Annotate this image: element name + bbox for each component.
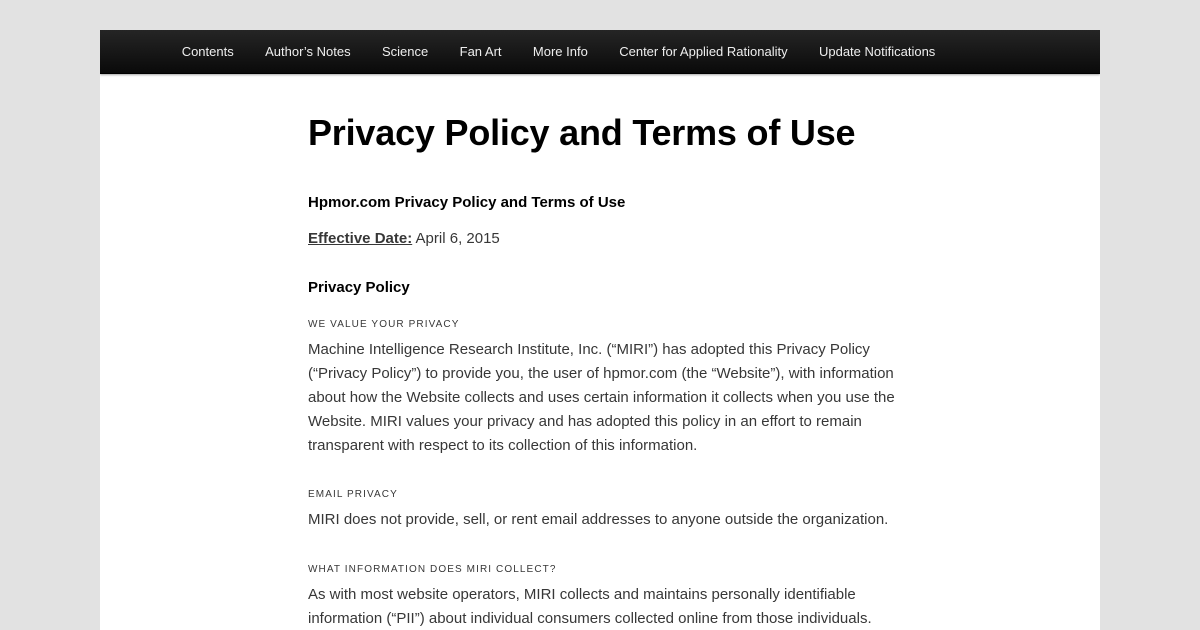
effective-date-value: April 6, 2015 <box>415 230 500 247</box>
effective-date-label: Effective Date: <box>308 230 413 247</box>
nav-link-authors-notes[interactable]: Author’s Notes <box>265 44 351 59</box>
effective-date-line <box>308 230 500 247</box>
page-container <box>100 30 1100 630</box>
nav-item-cfar <box>604 30 804 73</box>
nav-item-science <box>366 30 444 73</box>
main-navigation <box>100 30 1100 74</box>
nav-item-update-notifications <box>803 30 951 73</box>
nav-link-contents[interactable]: Contents <box>181 44 234 59</box>
nav-link-fan-art[interactable]: Fan Art <box>459 44 502 59</box>
section-text-info-collected: As with most website operators, MIRI collects and maintains personally identifiable information (“PII”) about individual consumers collected online from those individuals. <box>308 586 872 627</box>
nav-item-fan-art <box>444 30 517 73</box>
nav-link-cfar[interactable]: Center for Applied Rationality <box>619 44 788 59</box>
section-label-info-collected: WHAT INFORMATION DOES MIRI COLLECT? <box>308 564 557 575</box>
article <box>308 106 898 627</box>
section-label-value-privacy: WE VALUE YOUR PRIVACY <box>308 319 460 330</box>
section-text-value-privacy: Machine Intelligence Research Institute, Inc. (“MIRI”) has adopted this Privacy Policy (“Privacy Policy”) to provide you, the user of hpmor.com (the “Website”), with information about how the Website collects and uses certain information it collects when you use the Website. MIRI values your privacy and has adopted this policy in an effort to remain transparent with respect to its collection of this information. <box>308 341 895 454</box>
nav-item-more-info <box>517 30 603 73</box>
nav-link-update-notifications[interactable]: Update Notifications <box>818 44 936 59</box>
section-label-email-privacy: EMAIL PRIVACY <box>308 489 398 500</box>
nav-item-contents <box>166 30 249 73</box>
nav-link-more-info[interactable]: More Info <box>532 44 588 59</box>
nav-item-authors-notes <box>249 30 366 73</box>
nav-link-science[interactable]: Science <box>382 44 429 59</box>
document-subtitle: Hpmor.com Privacy Policy and Terms of Use <box>308 194 626 211</box>
nav-menu <box>100 30 1100 73</box>
page-title: Privacy Policy and Terms of Use <box>308 112 856 153</box>
section-text-email-privacy: MIRI does not provide, sell, or rent email addresses to anyone outside the organization. <box>308 511 889 528</box>
privacy-policy-heading: Privacy Policy <box>308 279 410 296</box>
